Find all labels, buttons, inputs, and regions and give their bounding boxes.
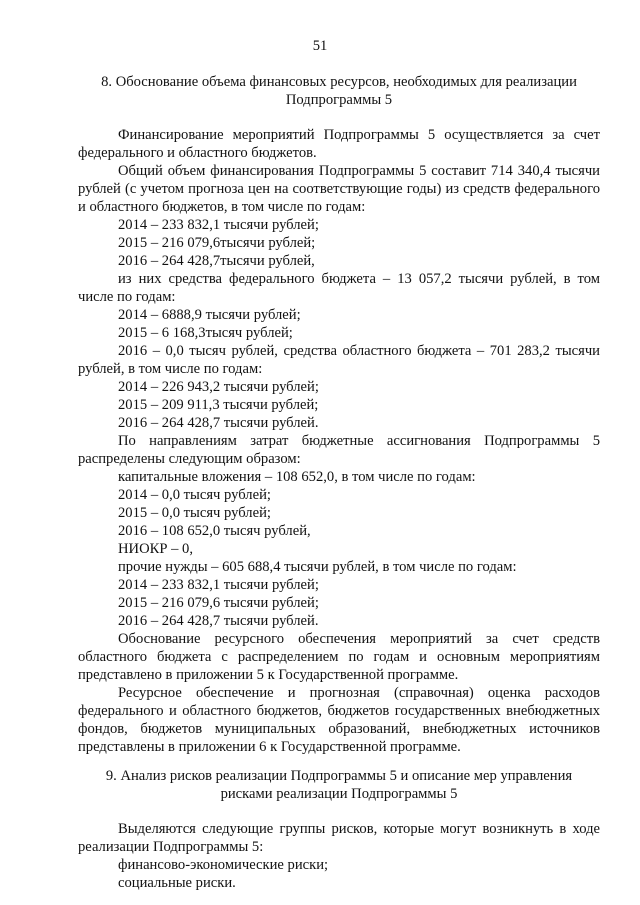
list-line: 2014 – 226 943,2 тысячи рублей; (118, 379, 319, 395)
section-9-body (78, 820, 600, 892)
section-9-heading (78, 767, 600, 803)
list-line: 2016 – 264 428,7тысячи рублей, (118, 253, 315, 269)
list-line: 2014 – 0,0 тысяч рублей; (118, 487, 271, 503)
list-line: 2016 – 264 428,7 тысячи рублей. (118, 613, 319, 629)
list-line: 2015 – 6 168,3тысяч рублей; (118, 325, 293, 341)
list-line: 2015 – 216 079,6тысячи рублей; (118, 235, 316, 251)
list-line: социальные риски. (118, 875, 236, 891)
list-line: 2014 – 233 832,1 тысячи рублей; (118, 577, 319, 593)
section-9-heading-line-2: рисками реализации Подпрограммы 5 (220, 786, 458, 802)
list-line: прочие нужды – 605 688,4 тысячи рублей, в том числе по годам: (118, 559, 517, 575)
page-content (78, 73, 600, 892)
list-line: капитальные вложения – 108 652,0, в том числе по годам: (118, 469, 476, 485)
paragraph: По направлениям затрат бюджетные ассигнования Подпрограммы 5 распределены следующим образом: (78, 433, 600, 467)
paragraph: из них средства федерального бюджета – 13 057,2 тысячи рублей, в том числе по годам: (78, 271, 600, 305)
paragraph: Общий объем финансирования Подпрограммы 5 составит 714 340,4 тысячи рублей (с учетом прогноза цен на соответствующие годы) из средств федерального и областного бюджетов, в том числе по годам: (78, 163, 600, 215)
list-line: 2014 – 6888,9 тысячи рублей; (118, 307, 301, 323)
section-9-heading-line-1: 9. Анализ рисков реализации Подпрограммы 5 и описание мер управления (105, 768, 573, 784)
list-line: 2015 – 209 911,3 тысячи рублей; (118, 397, 319, 413)
paragraph: 2016 – 0,0 тысяч рублей, средства областного бюджета – 701 283,2 тысячи рублей, в том числе по годам: (78, 343, 600, 377)
list-line: финансово-экономические риски; (118, 857, 329, 873)
list-line: 2015 – 216 079,6 тысячи рублей; (118, 595, 319, 611)
list-line: НИОКР – 0, (118, 541, 194, 557)
paragraph: Финансирование мероприятий Подпрограммы 5 осуществляется за счет федерального и областного бюджетов. (78, 127, 600, 161)
list-line: 2016 – 108 652,0 тысяч рублей, (118, 523, 311, 539)
paragraph: Обоснование ресурсного обеспечения мероприятий за счет средств областного бюджета с распределением по годам и основным мероприятиям представлено в приложении 5 к Государственной программе. (78, 631, 600, 683)
list-line: 2014 – 233 832,1 тысячи рублей; (118, 217, 319, 233)
page-number: 51 (312, 38, 328, 54)
section-8-heading (78, 73, 600, 109)
list-line: 2015 – 0,0 тысяч рублей; (118, 505, 271, 521)
list-line: 2016 – 264 428,7 тысячи рублей. (118, 415, 319, 431)
paragraph: Ресурсное обеспечение и прогнозная (справочная) оценка расходов федерального и областного бюджетов, бюджетов государственных внебюджетных фондов, бюджетов муниципальных образований, внебюджетных источников представлены в приложении 6 к Государственной программе. (78, 685, 600, 755)
paragraph: Выделяются следующие группы рисков, которые могут возникнуть в ходе реализации Подпрограммы 5: (78, 821, 600, 855)
section-8-heading-line-1: 8. Обоснование объема финансовых ресурсов, необходимых для реализации (101, 74, 577, 90)
section-8-body (78, 126, 600, 756)
section-8-heading-line-2: Подпрограммы 5 (285, 92, 393, 108)
